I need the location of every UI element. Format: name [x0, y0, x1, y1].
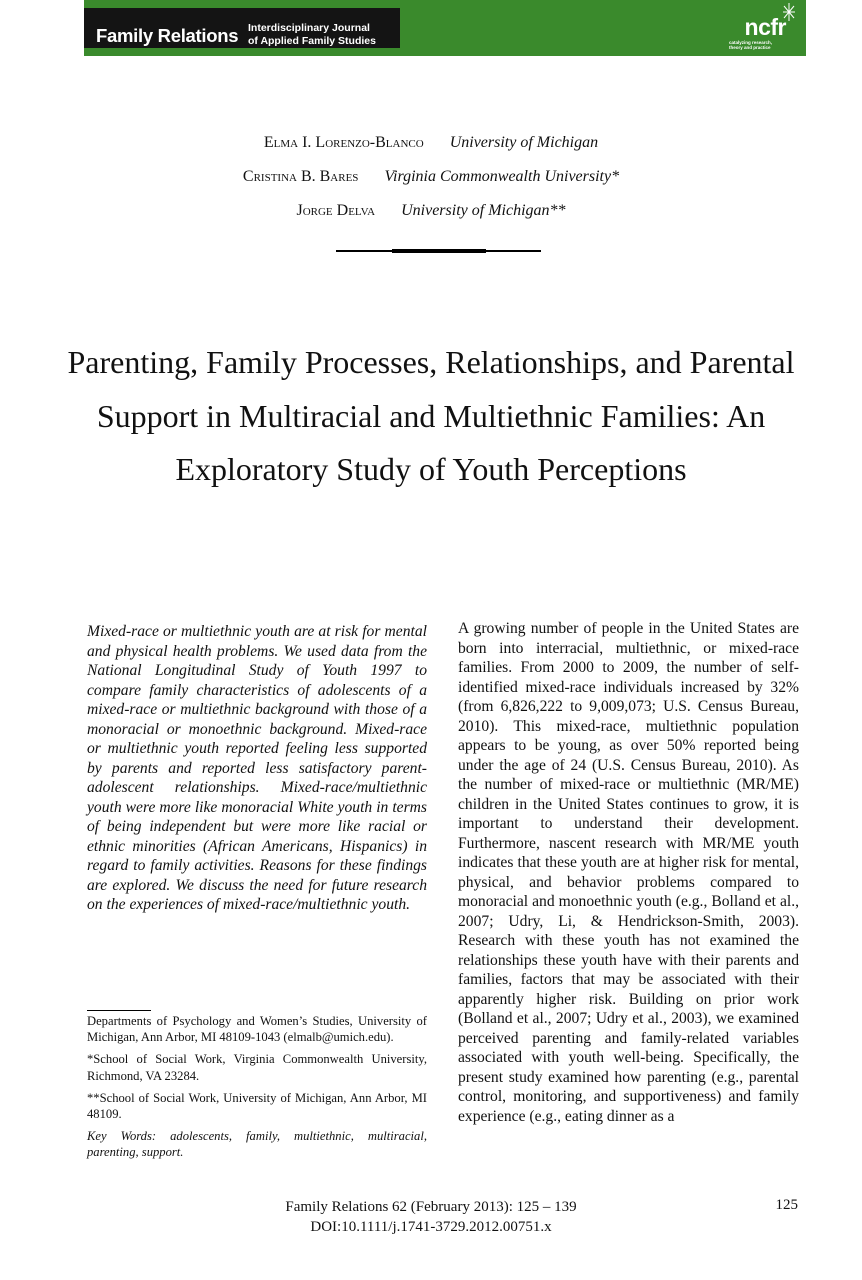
ncfr-logo: ncfr	[744, 14, 786, 40]
author-list	[0, 126, 862, 228]
author-name: Elma I. Lorenzo-Blanco	[263, 134, 424, 151]
citation: Family Relations 62 (February 2013): 125 – 139	[285, 1199, 577, 1215]
journal-subtitle-line1: Interdisciplinary Journal	[248, 22, 370, 34]
footnote-affiliation: *School of Social Work, Virginia Commonwealth University, Richmond, VA 23284.	[87, 1052, 427, 1083]
journal-banner	[84, 0, 806, 56]
body-text: A growing number of people in the United States are born into interracial, multiethnic, or mixed-race families. From 2000 to 2009, the number of self-identified mixed-race individuals increased by 32% (from 6,826,222 to 9,009,073; U.S. Census Bureau, 2010). This mixed-race, multiethnic population appears to be young, as over 50% reported being under the age of 24 (U.S. Census Bureau, 2010). As the number of mixed-race or multiethnic (MR/ME) children in the United States continues to grow, it is important to understand their development. Furthermore, nascent research with MR/ME youth indicates that these youth are at higher risk for mental, physical, and behavior problems compared to monoracial and monoethnic youth (e.g., Bolland et al., 2007; Udry, Li, & Hendrickson-Smith, 2003). Research with these youth has not examined the relationships these youth have with their parents and families, factors that may be associated with their apparently higher risk. Building on prior work (Bolland et al., 2007; Udry et al., 2003), we examined perceived parenting and family-related variables associated with youth well-being. Specifically, the present study examined how parenting (e.g., parental control, monitoring, and supportiveness) and family experience (e.g., eating dinner as a	[458, 620, 799, 1125]
journal-subtitle-line2: of Applied Family Studies	[248, 35, 376, 47]
footnote-affiliation: Departments of Psychology and Women’s Studies, University of Michigan, Ann Arbor, MI 48109-1043 (elmalb@umich.edu).	[87, 1014, 427, 1045]
footnote-affiliation: **School of Social Work, University of Michigan, Ann Arbor, MI 48109.	[87, 1090, 427, 1122]
page-footer	[0, 1197, 862, 1237]
author-line	[0, 160, 862, 194]
abstract: Mixed-race or multiethnic youth are at risk for mental and physical health problems. We used data from the National Longitudinal Study of Youth 1997 to compare family characteristics of adolescents of a mixed-race or multiethnic background with those of a monoracial or monoethnic background. Mixed-race or multiethnic youth reported feeling less supported by parents and reported less satisfactory parent-adolescent relationships. Mixed-race/multiethnic youth were more like monoracial White youth in terms of being independent but were more like racial or ethnic minorities (African Americans, Hispanics) in regard to family activities. Reasons for these findings are explored. We discuss the need for future research on the experiences of mixed-race/multiethnic youth.	[87, 623, 427, 913]
key-words: Key Words: adolescents, family, multiethnic, multiracial, parenting, support.	[87, 1129, 427, 1160]
author-affiliation: University of Michigan**	[401, 202, 566, 219]
title-divider-center	[392, 249, 486, 253]
journal-banner-black	[84, 8, 400, 48]
ncfr-tagline: catalyzing research, theory and practice	[729, 40, 773, 50]
page-number: 125	[775, 1197, 798, 1213]
author-line	[0, 126, 862, 160]
author-name: Cristina B. Bares	[242, 168, 359, 185]
author-affiliation: Virginia Commonwealth University*	[384, 168, 620, 185]
author-name: Jorge Delva	[296, 202, 376, 219]
doi: DOI:10.1111/j.1741-3729.2012.00751.x	[310, 1219, 552, 1235]
author-affiliation: University of Michigan	[449, 134, 599, 151]
journal-name: Family Relations	[96, 25, 239, 46]
footnote-rule	[87, 1010, 151, 1011]
article-title: Parenting, Family Processes, Relationships, and Parental Support in Multiracial and Multiethnic Families: An Exploratory Study of Youth Perceptions	[67, 344, 795, 487]
journal-subtitle	[248, 22, 376, 48]
author-line	[0, 194, 862, 228]
footnotes	[87, 1013, 427, 1167]
